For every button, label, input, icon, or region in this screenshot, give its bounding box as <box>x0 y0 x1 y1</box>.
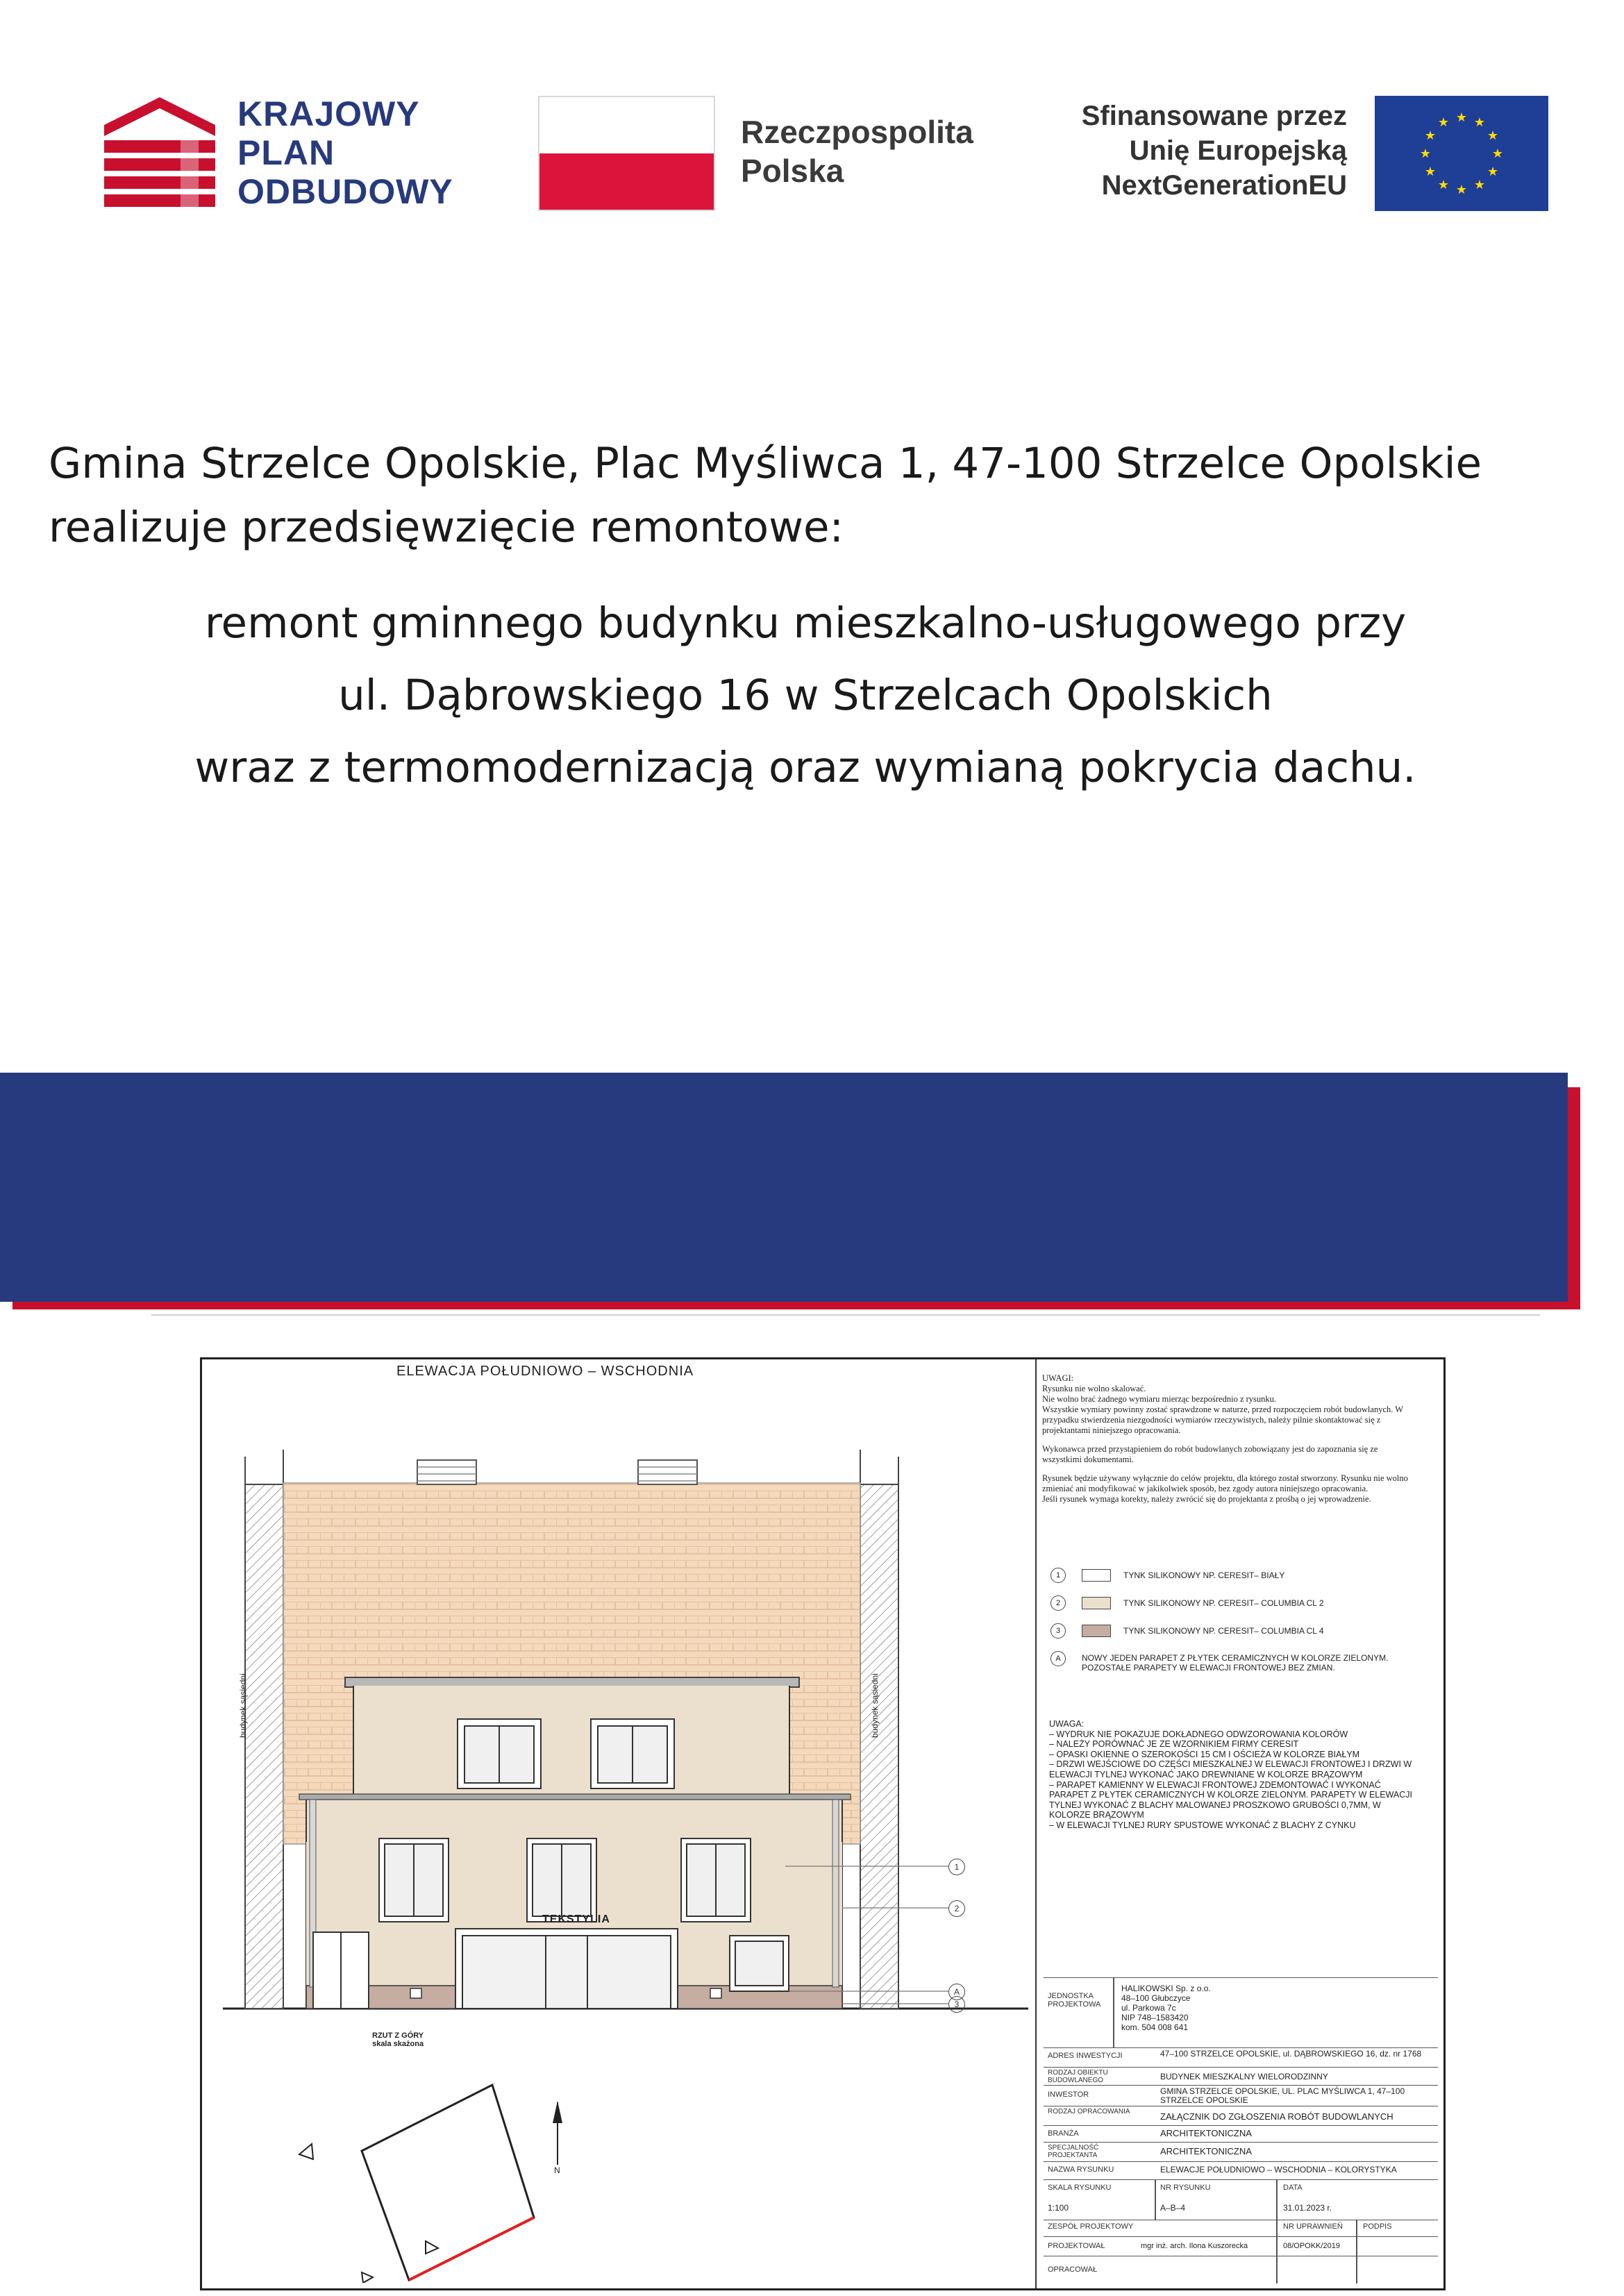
marker-3-label: 3 <box>954 2000 960 2009</box>
tb-spec-value: ARCHITEKTONICZNA <box>1160 2146 1252 2156</box>
tb-doc-label: RODZAJ OPRACOWANIA <box>1048 2108 1130 2115</box>
kpo-line1: KRAJOWY <box>237 94 420 133</box>
eu-star: ★ <box>1437 178 1450 193</box>
tb-prepared-label: OPRACOWAŁ <box>1048 2265 1098 2274</box>
note-3: Wszystkie wymiary powinny zostać sprawdzone w naturze, przed rozpoczęciem robót budowlanych. W przypadku stwierdzenia niezgodności wymiarów rzeczywistych, należy pilnie skontaktować się z projektantami niniejszego opracowania. <box>1042 1405 1403 1435</box>
tb-sign-label: PODPIS <box>1363 2222 1392 2231</box>
tb-unit-line4: NIP 748–1583420 <box>1121 2013 1189 2022</box>
eu-star: ★ <box>1487 165 1499 179</box>
tb-investor-label: INWESTOR <box>1048 2090 1089 2099</box>
eu-star: ★ <box>1424 128 1437 143</box>
legend-marker-3-label: 3 <box>1055 1627 1061 1635</box>
project-description <box>42 587 1569 804</box>
tb-drawing-value: ELEWACJE POŁUDNIOWO – WSCHODNIA – KOLORYSTYKA <box>1160 2165 1397 2175</box>
note-5: Rysunek będzie używany wyłącznie do celów projektu, dla którego został stworzony. Rysunku nie wolno zmieniać ani modyfikować w jakikolwiek sposób, bez zgody autora niniejszego opracowania. <box>1042 1473 1408 1493</box>
banner-rule <box>151 1314 1540 1316</box>
eu-star: ★ <box>1424 165 1437 179</box>
legend-text-a: NOWY JEDEN PARAPET Z PŁYTEK CERAMICZNYCH W KOLORZE ZIELONYM. POZOSTAŁE PARAPETY W ELEWACJI FRONTOWEJ BEZ ZMIAN. <box>1082 1653 1389 1673</box>
remarks-title: UWAGA: <box>1049 1719 1085 1729</box>
marker-1 <box>948 1859 965 1875</box>
eu-star: ★ <box>1455 110 1468 125</box>
marker-2-label: 2 <box>954 1904 960 1913</box>
plan-label <box>372 2031 424 2048</box>
legend-swatch-2 <box>1082 1597 1111 1609</box>
tb-unit-line5: kom. 504 008 641 <box>1121 2022 1189 2032</box>
legend-swatch-3 <box>1082 1625 1111 1637</box>
eu-star: ★ <box>1419 146 1432 161</box>
tb-scale-label: SKALA RYSUNKU <box>1048 2184 1112 2192</box>
project-line1: remont gminnego budynku mieszkalno-usługowego przy <box>204 598 1407 648</box>
eu-star: ★ <box>1473 115 1486 130</box>
rp-line1: Rzeczpospolita <box>741 114 973 150</box>
tb-branch-label: BRANŻA <box>1048 2129 1079 2138</box>
plan-label-line1: RZUT Z GÓRY <box>372 2031 424 2040</box>
tb-doc-value: ZAŁĄCZNIK DO ZGŁOSZENIA ROBÓT BUDOWLANYCH <box>1160 2111 1393 2122</box>
eu-star: ★ <box>1491 146 1504 161</box>
eu-star: ★ <box>1455 183 1468 197</box>
tb-unit-line3: ul. Parkowa 7c <box>1121 2003 1176 2013</box>
marker-1-label: 1 <box>954 1862 960 1872</box>
kpo-logo <box>104 90 472 215</box>
tb-number-value: A–B–4 <box>1160 2203 1186 2213</box>
legend-marker-1-label: 1 <box>1055 1571 1061 1579</box>
remark-5: – PARAPET KAMIENNY W ELEWACJI FRONTOWEJ ZDEMONTOWAĆ I WYKONAĆ PARAPET Z PŁYTEK CERAMICZNYCH W KOLORZE ZIELONYM. PARAPETY W ELEWACJI TYLNEJ WYKONAĆ Z BLACHY MALOWANEJ PROSZKOWO GRUBOŚCI 0,7MM, W KOLORZE BRĄZOWYM <box>1049 1779 1413 1820</box>
eu-star: ★ <box>1473 178 1486 193</box>
marker-3 <box>948 1996 965 2013</box>
legend-marker-a <box>1050 1651 1066 1666</box>
tb-designed-value: mgr inż. arch. Ilona Kuszorecka <box>1141 2242 1248 2250</box>
legend-marker-a-label: A <box>1055 1654 1061 1663</box>
note-2: Nie wolno brać żadnego wymiaru mierząc bezpośrednio z rysunku. <box>1042 1394 1277 1404</box>
project-line3: wraz z termomodernizacją oraz wymianą pokrycia dachu. <box>194 743 1416 792</box>
note-6: Jeśli rysunek wymaga korekty, należy zwrócić się do projektanta z prośbą o jej wprowadzenie. <box>1042 1494 1371 1504</box>
legend-text-2: TYNK SILIKONOWY NP. CERESIT– COLUMBIA CL 2 <box>1123 1598 1324 1608</box>
eu-star: ★ <box>1487 128 1499 143</box>
project-line2: ul. Dąbrowskiego 16 w Strzelcach Opolskich <box>338 671 1273 720</box>
intro-line1: Gmina Strzelce Opolskie, Plac Myśliwca 1, 47-100 Strzelce Opolskie <box>49 439 1482 488</box>
kpo-stripes-icon <box>104 97 215 215</box>
eu-star: ★ <box>1437 115 1450 130</box>
tb-designed-perm: 08/OPOKK/2019 <box>1283 2242 1340 2250</box>
tb-address-label: ADRES INWESTYCJI <box>1048 2052 1123 2060</box>
banner-navy <box>0 1073 1568 1302</box>
legend-marker-1 <box>1050 1568 1066 1583</box>
note-1: Rysunku nie wolno skalować. <box>1042 1384 1146 1393</box>
eu-line2: Unię Europejską <box>1129 135 1347 166</box>
shop-sign: TEKSTYLIA <box>542 1913 610 1925</box>
tb-address-value: 47–100 STRZELCE OPOLSKIE, ul. DĄBROWSKIEGO 16, dz. nr 1768 <box>1160 2049 1422 2059</box>
remark-4: – DRZWI WEJŚCIOWE DO CZĘŚCI MIESZKALNEJ W ELEWACJI FRONTOWEJ I DRZWI W ELEWACJI TYLNEJ WYKONAĆ JAKO DREWNIANE W KOLORZE BRĄZOWYM <box>1049 1759 1412 1779</box>
north-label: N <box>554 2165 560 2175</box>
tb-number-label: NR RYSUNKU <box>1160 2184 1211 2192</box>
tb-branch-value: ARCHITEKTONICZNA <box>1160 2128 1252 2138</box>
intro-line2: realizuje przedsięwzięcie remontowe: <box>49 503 844 552</box>
legend-item-2 <box>1050 1595 1425 1612</box>
intro <box>49 432 1590 560</box>
legend-marker-3 <box>1050 1623 1066 1639</box>
tb-unit-label: JEDNOSTKA PROJEKTOWA <box>1048 1992 1101 2009</box>
elevation-drawing <box>202 1380 1035 2283</box>
tb-spec-label: SPECJALNOŚĆ PROJEKTANTA <box>1048 2144 1099 2159</box>
legend-item-3 <box>1050 1623 1425 1640</box>
tb-perm-label: NR UPRAWNIEŃ <box>1283 2222 1343 2231</box>
plan-label-line2: skala skażona <box>372 2040 424 2048</box>
legend-text-1: TYNK SILIKONOWY NP. CERESIT– BIAŁY <box>1123 1570 1285 1580</box>
tb-date-label: DATA <box>1283 2184 1303 2192</box>
legend-marker-2-label: 2 <box>1055 1599 1061 1607</box>
tb-designed-label: PROJEKTOWAŁ <box>1048 2242 1105 2250</box>
neighbor-label-left: budynek sąsiedni <box>238 1673 248 1738</box>
info-panel <box>1035 1359 1443 2288</box>
tb-team-label: ZESPÓŁ PROJEKTOWY <box>1048 2222 1134 2231</box>
legend-item-1 <box>1050 1568 1425 1584</box>
tb-scale-value: 1:100 <box>1048 2203 1069 2213</box>
marker-2 <box>948 1900 965 1917</box>
tb-drawing-label: NAZWA RYSUNKU <box>1048 2165 1114 2174</box>
legend-item-a <box>1050 1651 1425 1693</box>
kpo-line2: PLAN <box>237 133 335 172</box>
notes-block <box>1042 1373 1417 1505</box>
eu-flag-icon <box>1375 96 1548 211</box>
drawing-title: ELEWACJA POŁUDNIOWO – WSCHODNIA <box>396 1364 694 1379</box>
marker-a-label: A <box>953 1987 960 1997</box>
notes-title: UWAGI: <box>1042 1373 1074 1383</box>
tb-unit-line1: HALIKOWSKI Sp. z o.o. <box>1121 1984 1211 1993</box>
tb-investor-value: GMINA STRZELCE OPOLSKIE, UL. PLAC MYŚLIWCA 1, 47–100 STRZELCE OPOLSKIE <box>1160 2086 1405 2105</box>
eu-line1: Sfinansowane przez <box>1081 101 1347 131</box>
remarks-block <box>1049 1719 1421 1831</box>
tb-unit-lines <box>1121 1984 1211 2032</box>
eu-line3: NextGenerationEU <box>1101 170 1347 201</box>
kpo-line3: ODBUDOWY <box>237 172 453 211</box>
tb-type-value: BUDYNEK MIESZKALNY WIELORODZINNY <box>1160 2072 1328 2081</box>
polish-flag-icon <box>538 96 715 211</box>
remark-1: – WYDRUK NIE POKAZUJE DOKŁADNEGO ODWZOROWANIA KOLORÓW <box>1049 1729 1348 1739</box>
tb-type-label: RODZAJ OBIEKTU BUDOWLANEGO <box>1048 2069 1108 2084</box>
rp-line2: Polska <box>741 153 844 189</box>
rp-logo <box>538 96 982 214</box>
eu-logo <box>1028 96 1548 214</box>
tb-unit-line2: 48–100 Głubczyce <box>1121 1993 1191 2003</box>
tb-date-value: 31.01.2023 r. <box>1283 2203 1332 2213</box>
legend-swatch-1 <box>1082 1569 1111 1582</box>
note-4: Wykonawca przed przystąpieniem do robót budowlanych zobowiązany jest do zapoznania się ze wszystkimi dokumentami. <box>1042 1444 1378 1464</box>
neighbor-label-right: budynek sąsiedni <box>870 1673 880 1738</box>
remark-3: – OPASKI OKIENNE O SZEROKOŚCI 15 CM I OŚCIEŻA W KOLORZE BIAŁYM <box>1049 1749 1360 1759</box>
title-block <box>1044 1977 1438 2284</box>
legend-text-3: TYNK SILIKONOWY NP. CERESIT– COLUMBIA CL 4 <box>1123 1626 1324 1636</box>
drawing-sheet <box>200 1357 1446 2290</box>
remark-6: – W ELEWACJI TYLNEJ RURY SPUSTOWE WYKONAĆ Z BLACHY Z CYNKU <box>1049 1820 1356 1830</box>
remark-2: – NALEŻY PORÓWNAĆ JE ZE WZORNIKIEM FIRMY CERESIT <box>1049 1739 1299 1750</box>
legend-marker-2 <box>1050 1595 1066 1611</box>
